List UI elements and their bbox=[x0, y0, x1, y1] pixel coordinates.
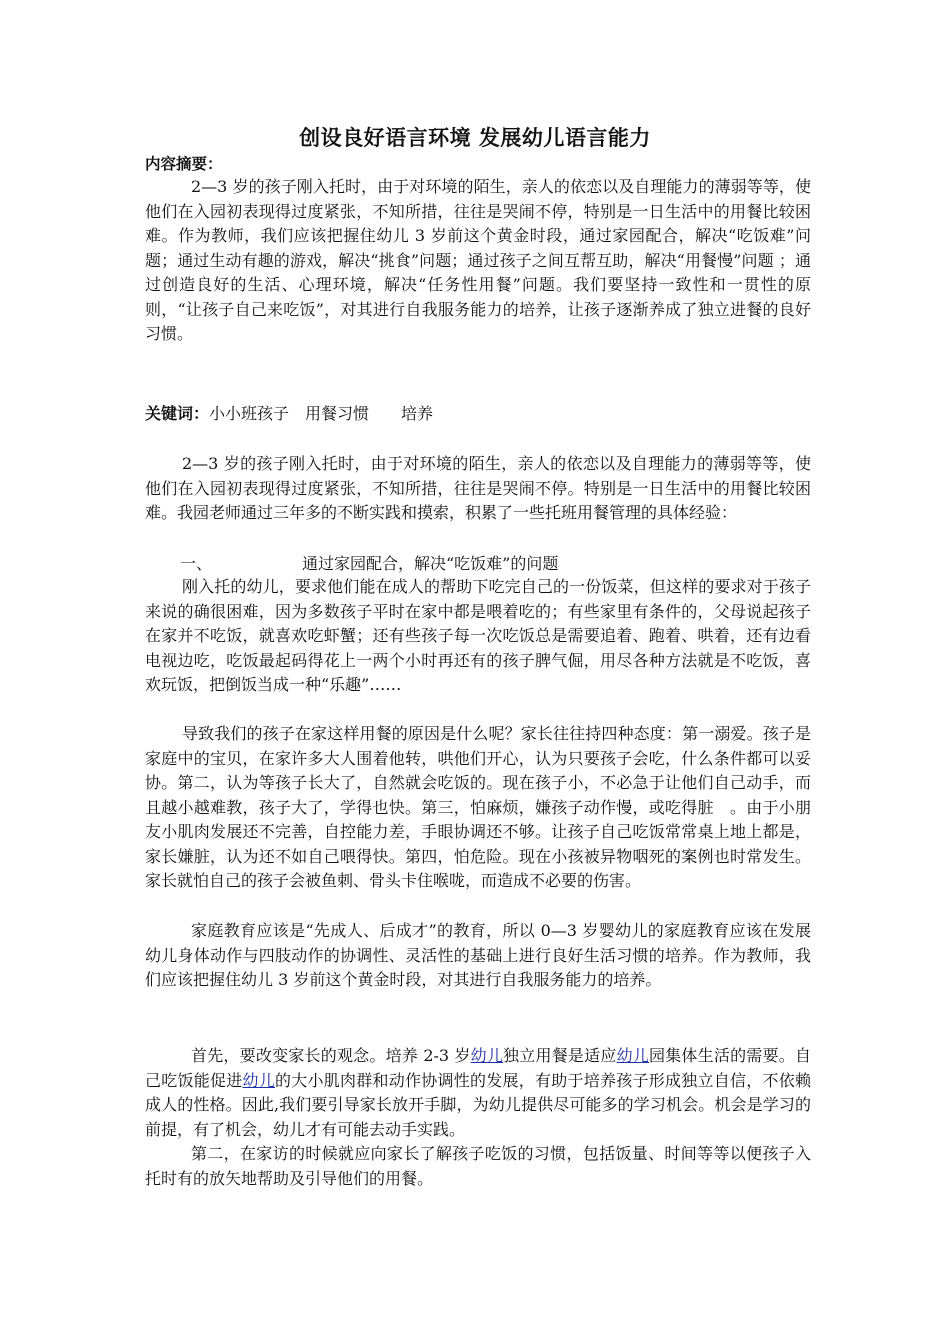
document-title: 创设良好语言环境 发展幼儿语言能力 bbox=[299, 126, 651, 150]
link-youer-1[interactable]: 幼儿 bbox=[470, 1046, 504, 1065]
body-paragraph-5: 第二，在家访的时候就应向家长了解孩子吃饭的习惯，包括饭量、时间等等以便孩子入托时有的放矢地帮助及引导他们的用餐。 bbox=[145, 1144, 811, 1188]
p4-text-2: 独立用餐是适应 bbox=[503, 1046, 617, 1065]
abstract-paragraph: 2—3 岁的孩子刚入托时，由于对环境的陌生，亲人的依恋以及自理能力的薄弱等等，使他们在入园初表现得过度紧张，不知所措，往往是哭闹不停，特别是一日生活中的用餐比较困难。作为教师，我们应该把握住幼儿 3 岁前这个黄金时段，通过家园配合，解决“吃饭难”问题；通过生动有趣的游戏，解决“挑食”问题；通过孩子之间互帮互助，解决“用餐慢”问题 ；通过创造良好的生活、心理环境，解决“任务性用餐”问题。我们要坚持一致性和一贯性的原则，“让孩子自己来吃饭”，对其进行自我服务能力的培养，让孩子逐渐养成了独立进餐的良好习惯。 bbox=[145, 177, 811, 343]
body-paragraph-1: 刚入托的幼儿，要求他们能在成人的帮助下吃完自己的一份饭菜，但这样的要求对于孩子来说的确很困难，因为多数孩子平时在家中都是喂着吃的；有些家里有条件的，父母说起孩子在家并不吃饭，就喜欢吃虾蟹；还有些孩子每一次吃饭总是需要追着、跑着、哄着，还有边看电视边吃，吃饭最起码得花上一两个小时再还有的孩子脾气倔，用尽各种方法就是不吃饭，喜欢玩饭，把倒饭当成一种“乐趣”…… bbox=[145, 577, 811, 694]
keywords-line bbox=[145, 401, 433, 424]
intro-paragraph: 2—3 岁的孩子刚入托时，由于对环境的陌生，亲人的依恋以及自理能力的薄弱等等，使他们在入园初表现得过度紧张，不知所措，往往是哭闹不停。特别是一日生活中的用餐比较困难。我园老师通过三年多的不断实践和摸索，积累了一些托班用餐管理的具体经验： bbox=[145, 454, 811, 522]
abstract-label: 内容摘要： bbox=[145, 155, 223, 173]
p4-text-3: 园集体生活的需要。自己吃饭能促进 bbox=[145, 1046, 811, 1090]
body-paragraph-2: 导致我们的孩子在家这样用餐的原因是什么呢？家长往往持四种态度：第一溺爱。孩子是家庭中的宝贝，在家许多大人围着他转，哄他们开心，认为只要孩子会吃，什么条件都可以妥协。第二，认为等孩子长大了，自然就会吃饭的。现在孩子小，不必急于让他们自己动手，而且越小越难教，孩子大了，学得也快。第三，怕麻烦，嫌孩子动作慢，或吃得脏 。由于小朋友小肌肉发展还不完善，自控能力差，手眼协调还不够。让孩子自己吃饭常常桌上地上都是，家长嫌脏，认为还不如自己喂得快。第四，怕危险。现在小孩被异物咽死的案例也时常发生。家长就怕自己的孩子会被鱼刺、骨头卡住喉咙，而造成不必要的伤害。 bbox=[145, 724, 811, 890]
body-paragraph-3: 家庭教育应该是“先成人、后成才”的教育，所以 0—3 岁婴幼儿的家庭教育应该在发展幼儿身体动作与四肢动作的协调性、灵活性的基础上进行良好生活习惯的培养。作为教师，我们应该把握住幼儿 3 岁前这个黄金时段，对其进行自我服务能力的培养。 bbox=[145, 921, 811, 989]
section-1-number: 一、 bbox=[180, 554, 213, 573]
keywords-text: 小小班孩子 用餐习惯 培养 bbox=[209, 404, 434, 423]
link-youer-3[interactable]: 幼儿 bbox=[242, 1070, 275, 1090]
body-paragraph-4 bbox=[145, 1044, 811, 1142]
p4-text-1: 首先，要改变家长的观念。培养 2-3 岁 bbox=[191, 1046, 471, 1065]
section-1-heading bbox=[180, 551, 558, 574]
keywords-label: 关键词： bbox=[145, 404, 210, 423]
section-1-title: 通过家园配合，解决“吃饭难”的问题 bbox=[302, 554, 559, 573]
p4-text-4: 的大小肌肉群和动作协调性的发展，有助于培养孩子形成独立自信，不依赖成人的性格。因此,我们要引导家长放开手脚，为幼儿提供尽可能多的学习机会。机会是学习的前提，有了机会，幼儿才有可能去动手实践。 bbox=[145, 1070, 811, 1139]
link-youer-2[interactable]: 幼儿 bbox=[616, 1046, 649, 1065]
